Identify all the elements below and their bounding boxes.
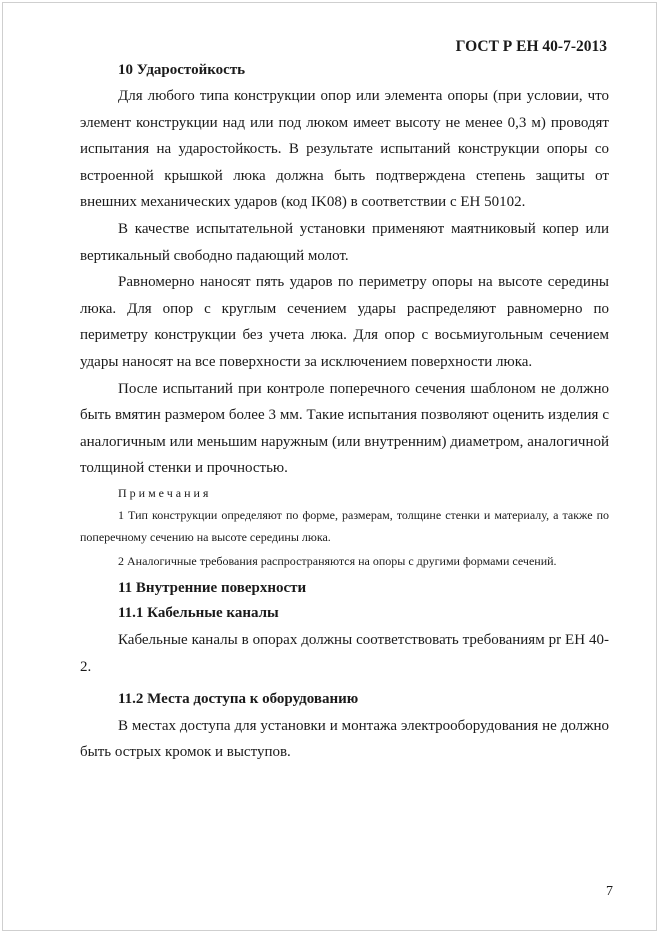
- paragraph-impact-procedure: Равномерно наносят пять ударов по периметру опоры на высоте середины люка. Для опор с круглым сечением удары распределяют равномерно по периметру конструкции без учета люка. Для опор с восьмиугольным сечением удары наносят на все поверхности за исключением поверхности люка.: [80, 274, 609, 370]
- paragraph-access-points: В местах доступа для установки и монтажа электрооборудования не должно быть острых кромок и выступов.: [80, 717, 609, 761]
- document-code: ГОСТ Р ЕН 40-7-2013: [455, 38, 607, 55]
- paragraph-impact-test: Для любого типа конструкции опор или элемента опоры (при условии, что элемент конструкции над или под люком имеет высоту не менее 0,3 м) проводят испытания на ударостойкость. В результате испытаний конструкции опоры со встроенной крышкой люка должна быть подтверждена степень защиты от внешних механических ударов (код IK08) в соответствии с ЕН 50102.: [80, 88, 609, 211]
- page-content: [80, 60, 609, 766]
- heading-section-11-1: 11.1 Кабельные каналы: [118, 605, 279, 622]
- heading-section-11-2: 11.2 Места доступа к оборудованию: [118, 690, 359, 707]
- note-1: 1 Тип конструкции определяют по форме, размерам, толщине стенки и материалу, а также по поперечному сечению на высоте середины люка.: [80, 507, 609, 545]
- notes-title: Примечания: [118, 485, 212, 500]
- note-2: 2 Аналогичные требования распространяются на опоры с другими формами сечений.: [118, 553, 557, 568]
- paragraph-inspection: После испытаний при контроле поперечного сечения шаблоном не должно быть вмятин размером более 3 мм. Такие испытания позволяют оценить изделия с аналогичным или меньшим наружным (или внутренним) диаметром, аналогичной толщиной стенки и прочностью.: [80, 380, 609, 477]
- page-number: 7: [606, 884, 613, 899]
- heading-section-11: 11 Внутренние поверхности: [118, 580, 307, 597]
- paragraph-test-setup: В качестве испытательной установки применяют маятниковый копер или вертикальный свободно падающий молот.: [80, 220, 609, 264]
- paragraph-cable-channels: Кабельные каналы в опорах должны соответствовать требованиям pr ЕН 40-2.: [80, 632, 609, 675]
- heading-section-10: 10 Ударостойкость: [118, 62, 246, 78]
